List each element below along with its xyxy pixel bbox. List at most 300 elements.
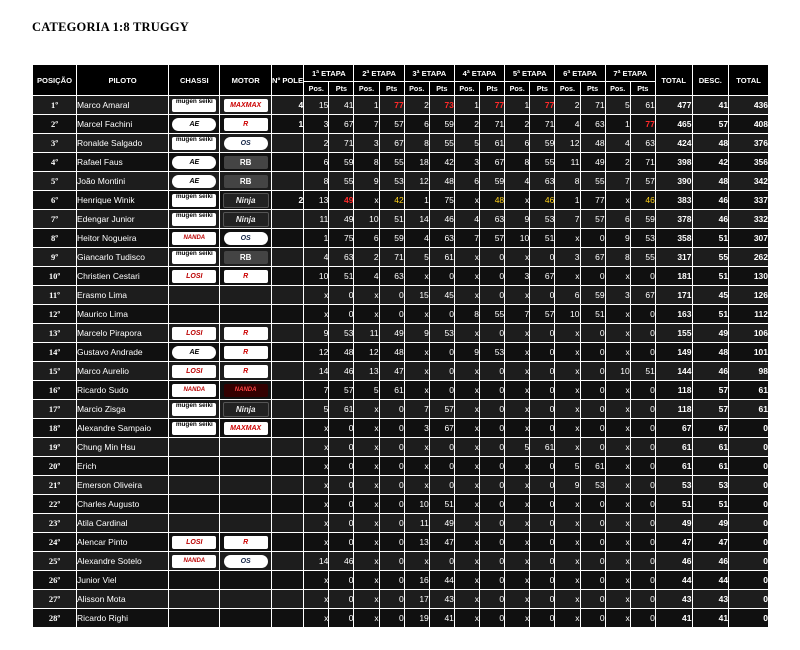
motor-logo: RB	[224, 156, 268, 169]
etapa-pos: x	[455, 362, 479, 380]
position-cell: 11º	[33, 286, 76, 304]
etapa-pts: 0	[329, 533, 353, 551]
etapa-pos: x	[606, 438, 630, 456]
etapa-pos: x	[354, 533, 378, 551]
etapa-pos: x	[505, 495, 529, 513]
etapa-pts: 0	[530, 495, 554, 513]
etapa-pts: 0	[329, 457, 353, 475]
etapa-pts: 0	[530, 324, 554, 342]
motor-cell	[220, 457, 270, 475]
etapa-pts: 0	[480, 438, 504, 456]
etapa-pos: 2	[354, 248, 378, 266]
etapa-pos: 10	[304, 267, 328, 285]
motor-cell	[220, 476, 270, 494]
chassi-logo: AE	[172, 118, 216, 131]
etapa-pos: 1	[505, 96, 529, 114]
motor-logo: Ninja	[223, 402, 269, 417]
position-cell: 13º	[33, 324, 76, 342]
etapa-pts: 0	[581, 514, 605, 532]
etapa-pts: 44	[430, 571, 454, 589]
chassi-cell	[169, 514, 219, 532]
etapa-pos: 1	[354, 96, 378, 114]
final-total: 101	[729, 343, 768, 361]
etapa-pos: x	[555, 324, 579, 342]
etapa-pos: x	[606, 495, 630, 513]
total-points: 49	[656, 514, 692, 532]
etapa-pos: x	[505, 571, 529, 589]
etapa-pts: 0	[329, 609, 353, 627]
etapa-pos: 11	[405, 514, 429, 532]
pole-count	[272, 305, 303, 323]
header-motor: MOTOR	[220, 65, 270, 95]
total-points: 465	[656, 115, 692, 133]
etapa-pos: x	[505, 552, 529, 570]
table-row	[33, 267, 768, 285]
position-cell: 1º	[33, 96, 76, 114]
subheader-pts: Pts	[329, 82, 353, 95]
etapa-pts: 46	[329, 362, 353, 380]
etapa-pts: 0	[631, 305, 655, 323]
etapa-pts: 0	[631, 419, 655, 437]
etapa-pts: 67	[430, 419, 454, 437]
etapa-pos: 3	[555, 248, 579, 266]
etapa-pos: 7	[405, 400, 429, 418]
chassi-cell	[169, 305, 219, 323]
etapa-pts: 41	[430, 609, 454, 627]
header-desc: DESC.	[693, 65, 729, 95]
etapa-pts: 59	[530, 134, 554, 152]
motor-cell	[220, 590, 270, 608]
etapa-pos: 10	[405, 495, 429, 513]
discard-points: 44	[693, 571, 729, 589]
etapa-pts: 0	[581, 609, 605, 627]
chassi-cell	[169, 457, 219, 475]
final-total: 436	[729, 96, 768, 114]
final-total: 61	[729, 381, 768, 399]
etapa-pts: 0	[329, 305, 353, 323]
etapa-pts: 0	[530, 419, 554, 437]
chassi-logo: NANDA	[172, 232, 216, 245]
motor-cell	[220, 514, 270, 532]
chassi-logo: mugen seiki	[172, 137, 216, 150]
etapa-pos: x	[606, 609, 630, 627]
etapa-pts: 0	[430, 343, 454, 361]
etapa-pos: 9	[555, 476, 579, 494]
etapa-pos: x	[505, 609, 529, 627]
pole-count	[272, 571, 303, 589]
header-etapa-1: 1ª ETAPA	[304, 65, 353, 81]
etapa-pos: x	[354, 457, 378, 475]
final-total: 0	[729, 476, 768, 494]
table-row	[33, 248, 768, 266]
etapa-pts: 53	[530, 210, 554, 228]
etapa-pos: x	[354, 514, 378, 532]
etapa-pos: 8	[555, 172, 579, 190]
total-points: 317	[656, 248, 692, 266]
etapa-pts: 0	[380, 457, 404, 475]
table-row	[33, 438, 768, 456]
header-total-final: TOTAL	[729, 65, 768, 95]
etapa-pts: 0	[581, 533, 605, 551]
etapa-pts: 0	[380, 438, 404, 456]
total-points: 53	[656, 476, 692, 494]
etapa-pts: 63	[530, 172, 554, 190]
total-points: 41	[656, 609, 692, 627]
etapa-pts: 0	[581, 438, 605, 456]
table-row	[33, 552, 768, 570]
etapa-pts: 0	[530, 552, 554, 570]
etapa-pts: 53	[430, 324, 454, 342]
etapa-pts: 67	[581, 248, 605, 266]
etapa-pts: 0	[631, 438, 655, 456]
etapa-pts: 46	[329, 552, 353, 570]
etapa-pts: 0	[631, 324, 655, 342]
table-row	[33, 533, 768, 551]
motor-cell	[220, 495, 270, 513]
etapa-pos: x	[606, 324, 630, 342]
pilot-name: Rafael Faus	[77, 153, 168, 171]
discard-points: 61	[693, 457, 729, 475]
etapa-pts: 0	[380, 419, 404, 437]
table-row	[33, 457, 768, 475]
etapa-pos: x	[455, 191, 479, 209]
etapa-pts: 75	[430, 191, 454, 209]
discard-points: 53	[693, 476, 729, 494]
discard-points: 51	[693, 495, 729, 513]
discard-points: 48	[693, 343, 729, 361]
etapa-pts: 0	[380, 571, 404, 589]
final-total: 332	[729, 210, 768, 228]
etapa-pos: x	[455, 438, 479, 456]
final-total: 0	[729, 419, 768, 437]
etapa-pos: 1	[304, 229, 328, 247]
position-cell: 4º	[33, 153, 76, 171]
pole-count	[272, 229, 303, 247]
motor-cell	[220, 153, 270, 171]
total-points: 61	[656, 457, 692, 475]
pilot-name: Ronalde Salgado	[77, 134, 168, 152]
etapa-pts: 0	[430, 552, 454, 570]
etapa-pts: 0	[329, 571, 353, 589]
etapa-pts: 43	[430, 590, 454, 608]
etapa-pts: 0	[530, 571, 554, 589]
position-cell: 12º	[33, 305, 76, 323]
etapa-pts: 0	[631, 267, 655, 285]
etapa-pts: 0	[530, 514, 554, 532]
etapa-pts: 59	[631, 210, 655, 228]
discard-points: 61	[693, 438, 729, 456]
motor-logo: OS	[224, 555, 268, 568]
etapa-pts: 61	[380, 381, 404, 399]
etapa-pos: x	[555, 590, 579, 608]
etapa-pts: 0	[631, 400, 655, 418]
motor-cell	[220, 419, 270, 437]
etapa-pos: 12	[354, 343, 378, 361]
discard-points: 51	[693, 305, 729, 323]
etapa-pts: 73	[430, 96, 454, 114]
etapa-pos: 5	[304, 400, 328, 418]
final-total: 0	[729, 552, 768, 570]
etapa-pos: x	[405, 381, 429, 399]
etapa-pos: x	[455, 419, 479, 437]
pilot-name: Alexandre Sampaio	[77, 419, 168, 437]
etapa-pts: 0	[530, 400, 554, 418]
chassi-cell	[169, 248, 219, 266]
etapa-pos: x	[555, 609, 579, 627]
pole-count	[272, 590, 303, 608]
pole-count: 1	[272, 115, 303, 133]
etapa-pos: 7	[555, 210, 579, 228]
etapa-pts: 0	[480, 419, 504, 437]
table-row	[33, 286, 768, 304]
etapa-pts: 0	[329, 438, 353, 456]
etapa-pts: 0	[480, 267, 504, 285]
etapa-pts: 0	[480, 248, 504, 266]
etapa-pts: 61	[430, 248, 454, 266]
total-points: 43	[656, 590, 692, 608]
etapa-pos: x	[304, 438, 328, 456]
position-cell: 22º	[33, 495, 76, 513]
pilot-name: Ricardo Sudo	[77, 381, 168, 399]
etapa-pos: 8	[354, 153, 378, 171]
total-points: 181	[656, 267, 692, 285]
pilot-name: Maurico Lima	[77, 305, 168, 323]
position-cell: 23º	[33, 514, 76, 532]
etapa-pos: x	[304, 457, 328, 475]
etapa-pos: x	[405, 552, 429, 570]
motor-cell	[220, 210, 270, 228]
etapa-pts: 41	[329, 96, 353, 114]
total-points: 61	[656, 438, 692, 456]
etapa-pts: 49	[430, 514, 454, 532]
etapa-pos: x	[606, 305, 630, 323]
motor-cell	[220, 571, 270, 589]
etapa-pos: 2	[606, 153, 630, 171]
motor-logo: OS	[224, 137, 268, 150]
etapa-pos: 11	[555, 153, 579, 171]
final-total: 262	[729, 248, 768, 266]
table-row	[33, 362, 768, 380]
final-total: 0	[729, 495, 768, 513]
table-row	[33, 191, 768, 209]
etapa-pts: 0	[380, 609, 404, 627]
pilot-name: Charles Augusto	[77, 495, 168, 513]
etapa-pos: x	[405, 362, 429, 380]
etapa-pts: 0	[530, 286, 554, 304]
motor-cell	[220, 267, 270, 285]
etapa-pts: 57	[530, 305, 554, 323]
etapa-pos: 14	[304, 362, 328, 380]
etapa-pts: 47	[380, 362, 404, 380]
subheader-pos: Pos.	[455, 82, 479, 95]
etapa-pos: x	[354, 286, 378, 304]
final-total: 0	[729, 457, 768, 475]
etapa-pts: 0	[480, 381, 504, 399]
etapa-pos: 11	[304, 210, 328, 228]
etapa-pos: 2	[405, 96, 429, 114]
etapa-pts: 53	[329, 324, 353, 342]
table-row	[33, 172, 768, 190]
chassi-cell	[169, 267, 219, 285]
motor-logo: R	[224, 118, 268, 131]
subheader-pos: Pos.	[354, 82, 378, 95]
position-cell: 16º	[33, 381, 76, 399]
position-cell: 28º	[33, 609, 76, 627]
etapa-pts: 77	[530, 96, 554, 114]
etapa-pos: 5	[555, 457, 579, 475]
chassi-logo: mugen seiki	[172, 99, 216, 112]
total-points: 424	[656, 134, 692, 152]
etapa-pos: 14	[304, 552, 328, 570]
etapa-pos: 9	[606, 229, 630, 247]
etapa-pts: 57	[329, 381, 353, 399]
pilot-name: Alencar Pinto	[77, 533, 168, 551]
etapa-pts: 77	[631, 115, 655, 133]
etapa-pos: x	[555, 571, 579, 589]
etapa-pts: 75	[329, 229, 353, 247]
motor-logo: R	[224, 365, 268, 378]
final-total: 112	[729, 305, 768, 323]
motor-logo: MAXMAX	[224, 99, 268, 112]
motor-cell	[220, 609, 270, 627]
pilot-name: Chung Min Hsu	[77, 438, 168, 456]
chassi-logo: NANDA	[172, 555, 216, 568]
pole-count: 2	[272, 191, 303, 209]
subheader-pos: Pos.	[304, 82, 328, 95]
total-points: 383	[656, 191, 692, 209]
pole-count	[272, 267, 303, 285]
etapa-pos: 3	[354, 134, 378, 152]
etapa-pos: x	[505, 514, 529, 532]
discard-points: 47	[693, 533, 729, 551]
etapa-pts: 63	[480, 210, 504, 228]
etapa-pts: 67	[480, 153, 504, 171]
chassi-cell	[169, 191, 219, 209]
standings-body	[33, 96, 768, 627]
etapa-pts: 55	[530, 153, 554, 171]
position-cell: 5º	[33, 172, 76, 190]
etapa-pts: 63	[430, 229, 454, 247]
etapa-pos: x	[555, 419, 579, 437]
header-posicao: POSIÇÃO	[33, 65, 76, 95]
total-points: 144	[656, 362, 692, 380]
etapa-pts: 0	[581, 571, 605, 589]
table-row	[33, 229, 768, 247]
total-points: 118	[656, 381, 692, 399]
motor-logo: RB	[224, 175, 268, 188]
chassi-logo: mugen seiki	[172, 403, 216, 416]
etapa-pos: x	[455, 552, 479, 570]
position-cell: 7º	[33, 210, 76, 228]
header-etapa-6: 6ª ETAPA	[555, 65, 604, 81]
etapa-pts: 0	[380, 305, 404, 323]
etapa-pts: 0	[581, 343, 605, 361]
etapa-pts: 49	[380, 324, 404, 342]
pilot-name: Marcel Fachini	[77, 115, 168, 133]
motor-cell	[220, 96, 270, 114]
total-points: 155	[656, 324, 692, 342]
etapa-pts: 0	[480, 514, 504, 532]
etapa-pts: 51	[430, 495, 454, 513]
position-cell: 2º	[33, 115, 76, 133]
etapa-pts: 59	[581, 286, 605, 304]
table-row	[33, 96, 768, 114]
pilot-name: Emerson Oliveira	[77, 476, 168, 494]
etapa-pos: x	[405, 457, 429, 475]
etapa-pts: 46	[631, 191, 655, 209]
etapa-pos: 2	[505, 115, 529, 133]
final-total: 0	[729, 571, 768, 589]
discard-points: 49	[693, 324, 729, 342]
etapa-pos: 1	[455, 96, 479, 114]
chassi-logo: AE	[172, 346, 216, 359]
etapa-pts: 53	[480, 343, 504, 361]
subheader-pos: Pos.	[505, 82, 529, 95]
etapa-pos: 13	[354, 362, 378, 380]
etapa-pos: 6	[455, 172, 479, 190]
chassi-cell	[169, 362, 219, 380]
etapa-pts: 0	[530, 381, 554, 399]
etapa-pos: x	[505, 476, 529, 494]
motor-logo: Ninja	[223, 212, 269, 227]
etapa-pts: 55	[631, 248, 655, 266]
etapa-pts: 59	[480, 172, 504, 190]
etapa-pts: 61	[480, 134, 504, 152]
chassi-logo: mugen seiki	[172, 194, 216, 207]
etapa-pos: 12	[555, 134, 579, 152]
total-points: 390	[656, 172, 692, 190]
etapa-pos: 15	[304, 96, 328, 114]
subheader-pos: Pos.	[606, 82, 630, 95]
etapa-pts: 0	[480, 533, 504, 551]
pole-count	[272, 172, 303, 190]
etapa-pos: x	[505, 343, 529, 361]
etapa-pts: 0	[480, 457, 504, 475]
etapa-pos: x	[455, 286, 479, 304]
table-row	[33, 400, 768, 418]
etapa-pts: 0	[430, 381, 454, 399]
etapa-pos: x	[455, 590, 479, 608]
etapa-pts: 63	[631, 134, 655, 152]
etapa-pos: 10	[354, 210, 378, 228]
etapa-pts: 0	[530, 248, 554, 266]
motor-logo: R	[224, 536, 268, 549]
etapa-pos: 7	[455, 229, 479, 247]
etapa-pos: 15	[405, 286, 429, 304]
etapa-pos: 6	[606, 210, 630, 228]
etapa-pos: 2	[455, 115, 479, 133]
etapa-pos: 1	[555, 191, 579, 209]
final-total: 98	[729, 362, 768, 380]
etapa-pts: 51	[631, 362, 655, 380]
chassi-cell	[169, 438, 219, 456]
etapa-pts: 61	[329, 400, 353, 418]
motor-logo: MAXMAX	[224, 422, 268, 435]
etapa-pts: 0	[530, 343, 554, 361]
etapa-pos: x	[505, 400, 529, 418]
etapa-pts: 48	[380, 343, 404, 361]
etapa-pts: 57	[631, 172, 655, 190]
etapa-pts: 48	[581, 134, 605, 152]
pole-count	[272, 533, 303, 551]
etapa-pts: 63	[380, 267, 404, 285]
etapa-pos: 3	[505, 267, 529, 285]
etapa-pos: x	[555, 514, 579, 532]
position-cell: 18º	[33, 419, 76, 437]
etapa-pos: x	[455, 381, 479, 399]
etapa-pts: 55	[480, 305, 504, 323]
etapa-pts: 55	[430, 134, 454, 152]
